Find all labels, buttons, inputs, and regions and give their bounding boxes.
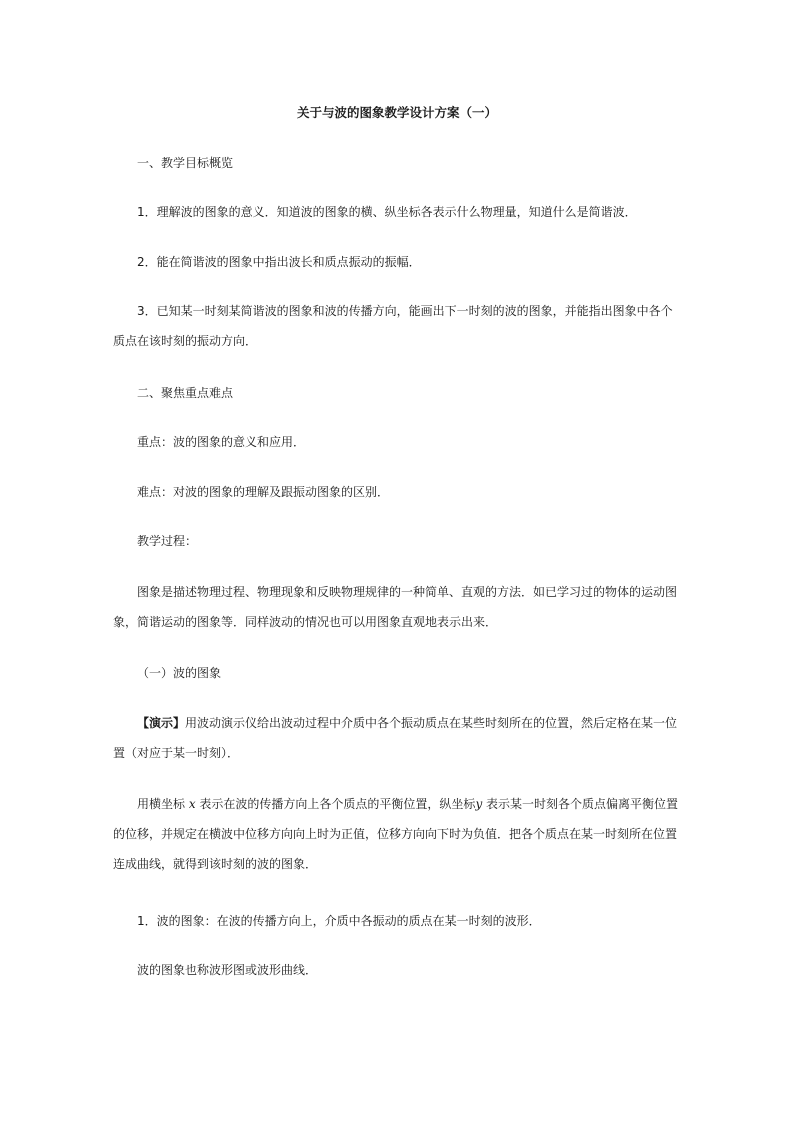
section-heading-key-points: 二、聚焦重点难点 — [137, 386, 234, 400]
teaching-process-label: 教学过程： — [137, 534, 198, 548]
axis-paragraph — [113, 789, 683, 879]
axis-x-variable: x — [188, 797, 196, 811]
goal-item-2: 2．能在简谐波的图象中指出波长和质点振动的振幅． — [137, 255, 421, 269]
demo-paragraph — [113, 708, 683, 768]
demo-tag: 【演示】 — [137, 716, 186, 730]
goal-item-1: 1．理解波的图象的意义．知道波的图象的横、纵坐标各表示什么物理量，知道什么是简谐波． — [137, 205, 637, 219]
axis-y-variable: y — [475, 797, 483, 811]
document-title: 关于与波的图象教学设计方案（一） — [296, 105, 497, 120]
axis-text-part1: 用横坐标 — [137, 797, 189, 811]
section-heading-goals: 一、教学目标概览 — [137, 156, 234, 170]
axis-text-part2: 表示在波的传播方向上各个质点的平衡位置，纵坐标 — [195, 797, 476, 811]
definition-wave-graph: 1．波的图象：在波的传播方向上，介质中各振动的质点在某一时刻的波形． — [137, 914, 541, 928]
subsection-heading-wave-graph: （一）波的图象 — [137, 666, 222, 680]
goal-item-3: 3．已知某一时刻某简谐波的图象和波的传播方向，能画出下一时刻的波的图象，并能指出图象中各个质点在该时刻的振动方向． — [113, 304, 673, 348]
key-point-text: 重点：波的图象的意义和应用． — [137, 435, 306, 449]
axis-text-part3: 表示某一时刻各个质点偏离平衡位置的位移，并规定在横波中位移方向向上时为正值，位移方向向下时为负值．把各个质点在某一时刻所在位置连成曲线，就得到该时刻的波的图象． — [113, 797, 679, 871]
difficulty-text: 难点：对波的图象的理解及跟振动图象的区别． — [137, 485, 390, 499]
definition-note: 波的图象也称波形图或波形曲线． — [137, 963, 318, 977]
demo-text: 用波动演示仪给出波动过程中介质中各个振动质点在某些时刻所在的位置，然后定格在某一位置（对应于某一时刻）． — [113, 716, 678, 760]
intro-paragraph: 图象是描述物理过程、物理现象和反映物理规律的一种简单、直观的方法．如已学习过的物体的运动图象，简谐运动的图象等．同样波动的情况也可以用图象直观地表示出来． — [113, 585, 678, 629]
